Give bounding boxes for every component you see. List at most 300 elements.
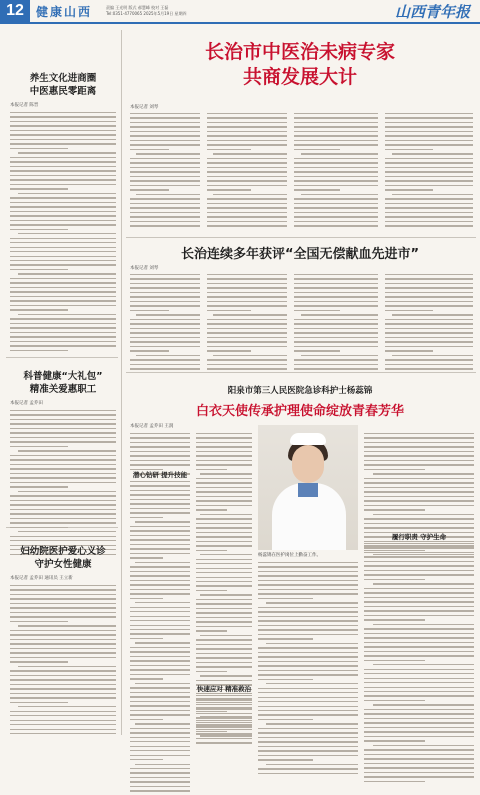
text-line <box>130 167 200 168</box>
text-line <box>258 656 358 657</box>
text-line <box>294 332 378 333</box>
text-line <box>385 337 473 338</box>
text-line <box>10 247 116 248</box>
text-line <box>10 175 116 176</box>
text-line <box>364 509 425 510</box>
text-line <box>294 126 378 127</box>
text-line <box>207 364 287 365</box>
text-line <box>294 203 378 204</box>
third-byline: 本报记者 孟乔田 王润 <box>130 424 174 429</box>
text-line <box>10 639 116 640</box>
text-line <box>196 464 252 465</box>
text-line <box>207 350 251 351</box>
text-line <box>130 221 200 222</box>
text-line <box>196 532 252 533</box>
text-line <box>364 446 474 447</box>
article-body <box>10 585 116 737</box>
text-line <box>196 505 252 506</box>
text-line <box>18 491 116 492</box>
text-line <box>258 728 358 729</box>
text-line <box>10 305 116 306</box>
text-line <box>258 616 358 617</box>
text-line <box>10 341 116 342</box>
text-line <box>207 301 287 302</box>
text-line <box>213 314 287 315</box>
text-line <box>130 759 163 760</box>
text-line <box>364 655 474 656</box>
text-line <box>364 687 474 688</box>
text-line <box>196 626 252 627</box>
column-divider <box>121 30 122 735</box>
text-line <box>130 337 200 338</box>
text-line <box>364 523 474 524</box>
text-line <box>207 185 287 186</box>
text-line <box>385 216 473 217</box>
text-line <box>258 714 358 715</box>
text-line <box>130 539 190 540</box>
text-line <box>130 665 190 666</box>
text-line <box>294 131 378 132</box>
text-line <box>196 726 252 727</box>
text-line <box>196 563 252 564</box>
text-line <box>207 292 287 293</box>
text-line <box>207 359 287 360</box>
text-line <box>10 238 116 239</box>
left-divider <box>6 357 118 358</box>
text-line <box>385 359 473 360</box>
text-line <box>130 526 190 527</box>
second-byline: 本报记者 刘琴 <box>130 266 159 271</box>
text-line <box>294 162 378 163</box>
text-line <box>207 278 287 279</box>
text-line <box>10 423 116 424</box>
text-line <box>196 581 252 582</box>
text-line <box>364 601 474 602</box>
text-line <box>130 113 200 114</box>
text-line <box>385 131 473 132</box>
section-subhead: 履行职责 守护生命 <box>391 533 447 541</box>
editor-info <box>106 5 306 17</box>
text-line <box>10 278 116 279</box>
text-line <box>373 583 474 584</box>
text-line <box>364 460 474 461</box>
text-line <box>385 283 473 284</box>
text-line <box>258 629 358 630</box>
text-line <box>10 112 116 113</box>
text-line <box>196 545 252 546</box>
text-line <box>10 229 68 230</box>
second-body-col <box>130 274 200 373</box>
text-line <box>364 496 474 497</box>
text-line <box>10 437 116 438</box>
text-line <box>10 318 116 319</box>
text-line <box>10 711 116 712</box>
article-title: 妇幼院医护爱心义诊 守护女性健康 <box>20 546 106 570</box>
text-line <box>130 455 190 456</box>
text-line <box>196 487 252 488</box>
text-line <box>200 675 252 676</box>
text-line <box>294 176 378 177</box>
text-line <box>10 224 116 225</box>
text-line <box>364 731 474 732</box>
text-line <box>130 332 200 333</box>
text-line <box>10 459 116 460</box>
text-line <box>258 706 358 707</box>
text-line <box>10 161 116 162</box>
text-line <box>10 607 116 608</box>
text-line <box>10 350 68 351</box>
text-line <box>10 621 68 622</box>
text-line <box>294 225 378 226</box>
text-line <box>10 206 116 207</box>
text-line <box>196 442 252 443</box>
text-line <box>301 314 378 315</box>
text-line <box>196 666 252 667</box>
text-line <box>10 648 116 649</box>
text-line <box>364 660 425 661</box>
text-line <box>196 599 252 600</box>
text-line <box>207 287 287 288</box>
text-line <box>130 611 190 612</box>
text-line <box>10 486 68 487</box>
text-line <box>10 130 116 131</box>
second-body-col <box>294 274 378 373</box>
text-line <box>130 499 190 500</box>
text-line <box>385 167 473 168</box>
text-line <box>364 758 474 759</box>
text-line <box>385 117 473 118</box>
text-line <box>130 575 190 576</box>
text-line <box>130 126 200 127</box>
text-line <box>130 589 190 590</box>
text-line <box>135 602 190 603</box>
section-subhead: 潜心钻研 提升技能 <box>132 471 188 479</box>
text-line <box>10 143 116 144</box>
text-line <box>258 625 358 626</box>
text-line <box>207 117 287 118</box>
text-line <box>130 212 200 213</box>
text-line <box>364 606 474 607</box>
text-line <box>130 328 200 329</box>
text-line <box>196 469 227 470</box>
main-body-col <box>207 113 287 230</box>
text-line <box>18 273 116 274</box>
third-body-col <box>196 695 252 740</box>
text-line <box>364 588 474 589</box>
text-line <box>196 603 252 604</box>
text-line <box>130 620 190 621</box>
text-line <box>10 477 116 478</box>
text-line <box>266 764 358 765</box>
text-line <box>294 310 340 311</box>
text-line <box>207 305 287 306</box>
text-line <box>364 754 474 755</box>
text-line <box>364 722 474 723</box>
section-title: 健康山西 <box>36 4 93 19</box>
text-line <box>294 117 378 118</box>
text-line <box>364 740 425 741</box>
page-header <box>0 0 480 22</box>
text-line <box>196 455 252 456</box>
text-line <box>130 464 190 465</box>
text-line <box>130 512 190 513</box>
text-line <box>196 742 252 743</box>
text-line <box>364 713 474 714</box>
text-line <box>130 368 200 369</box>
text-line <box>136 314 200 315</box>
text-line <box>207 126 287 127</box>
text-line <box>10 697 116 698</box>
text-line <box>18 193 116 194</box>
text-line <box>385 278 473 279</box>
text-line <box>392 194 473 195</box>
text-line <box>258 665 358 666</box>
text-line <box>207 198 287 199</box>
text-line <box>10 473 116 474</box>
text-line <box>364 527 474 528</box>
text-line <box>385 189 433 190</box>
text-line <box>196 523 252 524</box>
text-line <box>10 634 116 635</box>
text-line <box>364 464 474 465</box>
text-line <box>196 612 252 613</box>
text-line <box>294 364 378 365</box>
text-line <box>196 437 252 438</box>
text-line <box>130 768 190 769</box>
text-line <box>364 574 474 575</box>
text-line <box>364 491 474 492</box>
text-line <box>130 674 190 675</box>
text-line <box>10 296 116 297</box>
text-line <box>364 682 474 683</box>
text-line <box>294 301 378 302</box>
text-line <box>207 225 287 226</box>
text-line <box>130 553 190 554</box>
text-line <box>10 657 116 658</box>
text-line <box>10 643 116 644</box>
text-line <box>10 527 68 528</box>
article-byline: 本报记者 陈晋 <box>10 103 39 108</box>
text-line <box>10 121 116 122</box>
text-line <box>130 503 190 504</box>
text-line <box>130 508 190 509</box>
text-line <box>294 221 378 222</box>
text-line <box>258 759 313 760</box>
main-byline: 本报记者 刘琴 <box>130 105 159 110</box>
article-byline: 本报记者 孟乔田 <box>10 401 43 406</box>
text-line <box>364 767 474 768</box>
text-line <box>258 652 358 653</box>
text-line <box>373 514 474 515</box>
text-line <box>10 455 116 456</box>
text-line <box>294 144 378 145</box>
text-line <box>258 589 358 590</box>
text-line <box>196 657 252 658</box>
text-line <box>130 647 190 648</box>
text-line <box>196 585 252 586</box>
text-line <box>10 179 116 180</box>
text-line <box>10 419 116 420</box>
nurse-photo <box>258 425 358 550</box>
text-line <box>130 189 169 190</box>
text-line <box>130 548 190 549</box>
text-line <box>294 287 378 288</box>
text-line <box>130 786 190 787</box>
text-line <box>364 615 474 616</box>
text-line <box>130 364 200 365</box>
text-line <box>207 310 251 311</box>
text-line <box>135 683 190 684</box>
text-line <box>294 140 378 141</box>
text-line <box>385 364 473 365</box>
text-line <box>364 637 474 638</box>
text-line <box>385 346 473 347</box>
text-line <box>10 504 116 505</box>
text-line <box>10 536 116 537</box>
text-line <box>10 414 116 415</box>
text-line <box>135 521 190 522</box>
text-line <box>135 723 190 724</box>
text-line <box>130 341 200 342</box>
text-line <box>207 122 287 123</box>
text-line <box>130 692 190 693</box>
text-line <box>196 713 252 714</box>
text-line <box>258 670 358 671</box>
text-line <box>385 176 473 177</box>
text-line <box>364 718 474 719</box>
text-line <box>294 167 378 168</box>
text-line <box>196 491 252 492</box>
text-line <box>258 634 358 635</box>
text-line <box>385 221 473 222</box>
text-line <box>364 781 425 782</box>
text-line <box>385 158 473 159</box>
text-line <box>258 719 313 720</box>
text-line <box>385 180 473 181</box>
text-line <box>301 194 378 195</box>
text-line <box>385 332 473 333</box>
text-line <box>200 635 252 636</box>
text-line <box>130 144 200 145</box>
text-line <box>10 184 116 185</box>
text-line <box>130 710 190 711</box>
text-line <box>294 296 378 297</box>
text-line <box>364 565 474 566</box>
text-line <box>364 556 474 557</box>
text-line <box>294 278 378 279</box>
text-line <box>10 260 116 261</box>
text-line <box>130 656 190 657</box>
text-line <box>10 441 116 442</box>
text-line <box>207 189 251 190</box>
text-line <box>207 207 287 208</box>
text-line <box>130 198 200 199</box>
text-line <box>364 547 474 548</box>
second-body-col <box>385 274 473 373</box>
text-line <box>294 323 378 324</box>
text-line <box>385 212 473 213</box>
text-line <box>364 695 474 696</box>
text-line <box>364 518 474 519</box>
text-line <box>130 746 190 747</box>
photo-figure <box>298 483 318 497</box>
text-line <box>266 602 358 603</box>
text-line <box>130 696 190 697</box>
text-line <box>135 562 190 563</box>
text-line <box>207 144 287 145</box>
article-title: 养生文化进商圈 中医惠民零距离 <box>29 73 97 97</box>
text-line <box>130 180 200 181</box>
text-line <box>207 167 287 168</box>
text-line <box>196 717 252 718</box>
text-line <box>130 433 190 434</box>
text-line <box>385 341 473 342</box>
text-line <box>207 131 287 132</box>
text-line <box>294 135 378 136</box>
text-line <box>130 669 190 670</box>
text-line <box>10 287 116 288</box>
text-line <box>258 566 358 567</box>
text-line <box>18 706 116 707</box>
text-line <box>130 446 190 447</box>
photo-figure <box>290 433 326 445</box>
text-line <box>258 755 358 756</box>
text-line <box>196 671 227 672</box>
text-line <box>294 198 378 199</box>
text-line <box>130 584 190 585</box>
text-line <box>196 621 252 622</box>
text-line <box>10 125 116 126</box>
text-line <box>136 194 200 195</box>
text-line <box>207 319 287 320</box>
text-line <box>294 274 378 275</box>
text-line <box>301 355 378 356</box>
text-line <box>294 359 378 360</box>
text-line <box>207 135 287 136</box>
text-line <box>10 134 116 135</box>
text-line <box>130 460 190 461</box>
text-line <box>10 327 116 328</box>
text-line <box>364 442 474 443</box>
main-divider <box>126 237 476 238</box>
text-line <box>301 153 378 154</box>
text-line <box>364 700 425 701</box>
text-line <box>385 328 473 329</box>
text-line <box>294 216 378 217</box>
contact-line: Tel:0351-4770065 2025年5月19日 星期四 <box>106 11 187 16</box>
text-line <box>130 616 190 617</box>
text-line <box>364 763 474 764</box>
text-line <box>213 355 287 356</box>
text-line <box>196 541 252 542</box>
text-line <box>385 140 473 141</box>
text-line <box>10 166 116 167</box>
text-line <box>196 630 227 631</box>
text-line <box>10 309 68 310</box>
text-line <box>130 490 190 491</box>
text-line <box>130 750 190 751</box>
third-kicker: 阳泉市第三人民医院急诊科护士杨蕊锦 <box>227 386 373 396</box>
text-line <box>207 140 287 141</box>
text-line <box>10 729 116 730</box>
text-line <box>130 135 200 136</box>
text-line <box>130 571 190 572</box>
text-line <box>385 144 473 145</box>
text-line <box>385 305 473 306</box>
text-line <box>10 612 116 613</box>
text-line <box>130 593 190 594</box>
text-line <box>130 310 169 311</box>
